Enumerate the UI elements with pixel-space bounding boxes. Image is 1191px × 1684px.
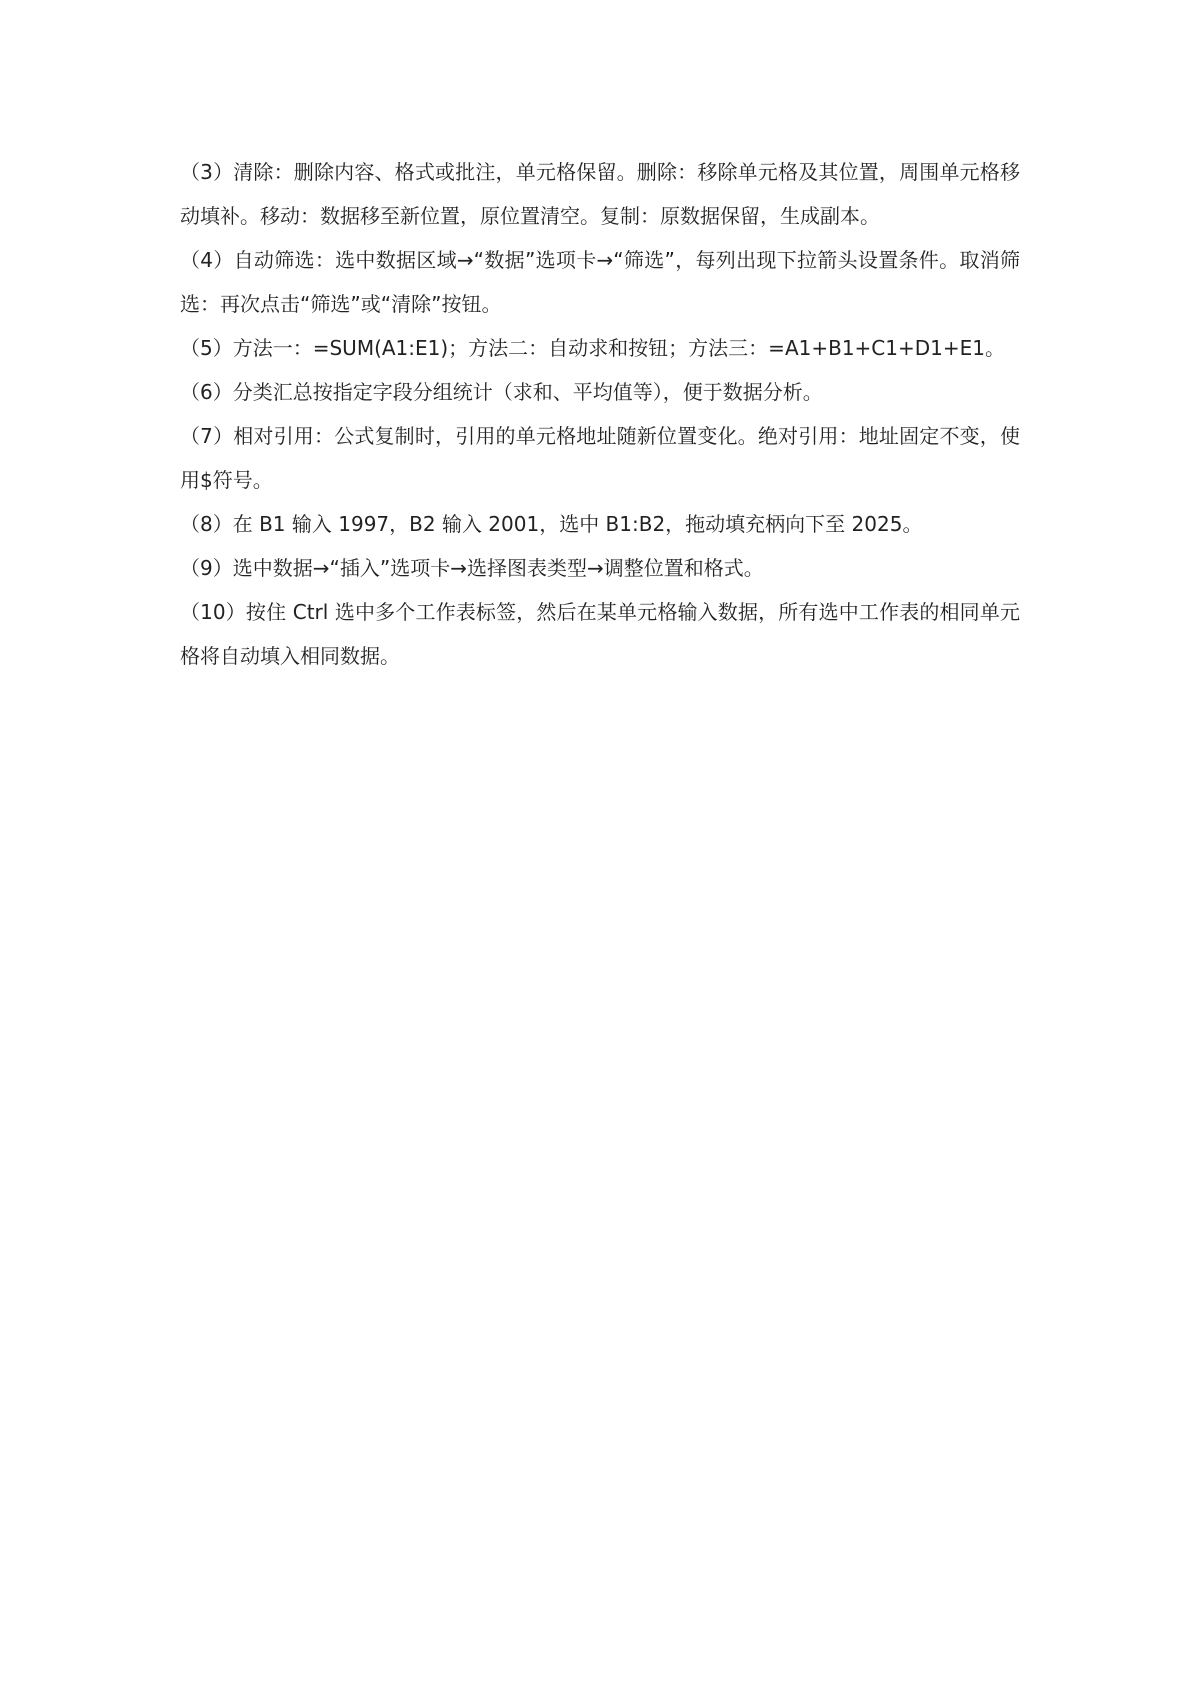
answer-item-5: （5）方法一：=SUM(A1:E1)；方法二：自动求和按钮；方法三：=A1+B1+C1+D1+E1。 bbox=[180, 336, 1005, 360]
answer-item-4: （4）自动筛选：选中数据区域→“数据”选项卡→“筛选”，每列出现下拉箭头设置条件。取消筛选：再次点击“筛选”或“清除”按钮。 bbox=[180, 248, 1020, 316]
answer-item-3: （3）清除：删除内容、格式或批注，单元格保留。删除：移除单元格及其位置，周围单元格移动填补。移动：数据移至新位置，原位置清空。复制：原数据保留，生成副本。 bbox=[180, 160, 1020, 228]
answer-item-10: （10）按住 Ctrl 选中多个工作表标签，然后在某单元格输入数据，所有选中工作表的相同单元格将自动填入相同数据。 bbox=[180, 600, 1020, 668]
answer-item-9: （9）选中数据→“插入”选项卡→选择图表类型→调整位置和格式。 bbox=[180, 556, 764, 580]
answer-item-6: （6）分类汇总按指定字段分组统计（求和、平均值等），便于数据分析。 bbox=[180, 380, 823, 404]
answer-item-8: （8）在 B1 输入 1997，B2 输入 2001，选中 B1:B2，拖动填充柄向下至 2025。 bbox=[180, 512, 923, 536]
answer-list bbox=[180, 150, 1020, 678]
answer-item-7: （7）相对引用：公式复制时，引用的单元格地址随新位置变化。绝对引用：地址固定不变，使用$符号。 bbox=[180, 424, 1020, 492]
